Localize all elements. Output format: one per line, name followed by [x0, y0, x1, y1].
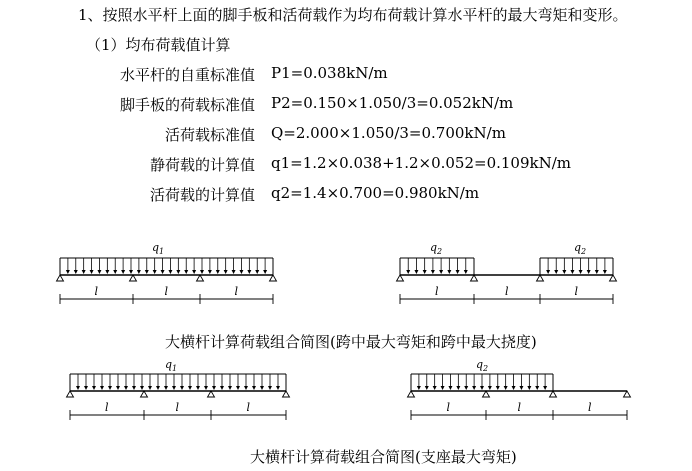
load-arrowhead [260, 386, 264, 390]
span-label: l [105, 401, 109, 414]
load-arrowhead [527, 386, 531, 390]
load-arrowhead [252, 386, 256, 390]
diagram-caption-1: 大横杆计算荷载组合简图(跨中最大弯矩和跨中最大挠度) [165, 333, 537, 351]
load-arrowhead [543, 386, 547, 390]
support-triangle [483, 391, 490, 397]
load-arrowhead [208, 270, 212, 274]
load-arrowhead [129, 270, 133, 274]
support-triangle [270, 275, 277, 281]
section-heading: 1、按照水平杆上面的脚手板和活荷载作为均布荷载计算水平杆的最大弯矩和变形。 [78, 6, 628, 24]
support-triangle [57, 275, 64, 281]
support-triangle [130, 275, 137, 281]
support-triangle [471, 275, 478, 281]
span-label: l [505, 285, 509, 298]
span-label: l [446, 401, 451, 414]
load-arrowhead [74, 270, 78, 274]
support-triangle [408, 391, 415, 397]
span-label: l [234, 285, 239, 298]
load-arrowhead [66, 270, 70, 274]
load-arrowhead [546, 270, 550, 274]
diagram-caption-2: 大横杆计算荷载组合简图(支座最大弯矩) [250, 448, 517, 466]
load-arrowhead [228, 386, 232, 390]
load-arrowhead [504, 386, 508, 390]
support-triangle [537, 275, 544, 281]
load-arrowhead [276, 386, 280, 390]
load-arrowhead [595, 270, 599, 274]
load-arrowhead [456, 270, 460, 274]
load-arrowhead [603, 270, 607, 274]
load-arrowhead [268, 386, 272, 390]
load-arrowhead [406, 270, 410, 274]
support-triangle [283, 391, 290, 397]
load-arrowhead [263, 270, 267, 274]
load-arrowhead [184, 270, 188, 274]
load-arrowhead [108, 386, 112, 390]
load-arrowhead [562, 270, 566, 274]
load-arrowhead [76, 386, 80, 390]
load-arrowhead [172, 386, 176, 390]
load-arrowhead [496, 386, 500, 390]
load-arrowhead [124, 386, 128, 390]
load-arrowhead [414, 270, 418, 274]
support-triangle [197, 275, 204, 281]
support-triangle [397, 275, 404, 281]
load-arrowhead [480, 386, 484, 390]
load-arrowhead [92, 386, 96, 390]
load-arrowhead [247, 270, 251, 274]
load-arrowhead [156, 386, 160, 390]
load-arrowhead [137, 270, 141, 274]
row-label: 水平杆的自重标准值 [119, 66, 255, 84]
load-arrowhead [255, 270, 259, 274]
load-arrowhead [216, 270, 220, 274]
load-arrowhead [472, 386, 476, 390]
load-arrowhead [239, 270, 243, 274]
load-arrowhead [113, 270, 117, 274]
load-label-q1: $q_1$ [152, 241, 165, 256]
load-arrowhead [121, 270, 125, 274]
support-triangle [67, 391, 74, 397]
span-label: l [574, 285, 579, 298]
load-arrowhead [204, 386, 208, 390]
load-arrowhead [224, 270, 228, 274]
load-arrowhead [448, 386, 452, 390]
load-arrowhead [587, 270, 591, 274]
load-arrowhead [161, 270, 165, 274]
load-label-q2: $q_2$ [430, 241, 443, 256]
load-arrowhead [148, 386, 152, 390]
load-arrowhead [236, 386, 240, 390]
load-arrowhead [200, 270, 204, 274]
load-arrowhead [82, 270, 86, 274]
load-arrowhead [232, 270, 236, 274]
load-label-q2: $q_2$ [574, 241, 587, 256]
row-value: Q=2.000×1.050/3=0.700kN/m [271, 124, 506, 142]
load-arrowhead [153, 270, 157, 274]
span-label: l [517, 401, 522, 414]
support-triangle [610, 275, 617, 281]
load-label-q1: $q_1$ [165, 358, 178, 373]
load-arrowhead [431, 270, 435, 274]
load-arrowhead [423, 270, 427, 274]
load-arrowhead [164, 386, 168, 390]
load-arrowhead [244, 386, 248, 390]
load-arrowhead [196, 386, 200, 390]
span-label: l [175, 401, 180, 414]
row-value: P2=0.150×1.050/3=0.052kN/m [271, 94, 514, 112]
load-arrowhead [100, 386, 104, 390]
support-triangle [624, 391, 631, 397]
load-arrowhead [464, 386, 468, 390]
load-arrowhead [140, 386, 144, 390]
load-label-q2: $q_2$ [476, 358, 489, 373]
load-arrowhead [90, 270, 94, 274]
load-arrowhead [570, 270, 574, 274]
load-arrowhead [132, 386, 136, 390]
load-arrowhead [212, 386, 216, 390]
row-value: q2=1.4×0.700=0.980kN/m [271, 184, 480, 202]
load-arrowhead [488, 386, 492, 390]
load-arrowhead [220, 386, 224, 390]
load-arrowhead [168, 270, 172, 274]
row-value: q1=1.2×0.038+1.2×0.052=0.109kN/m [271, 154, 572, 172]
load-arrowhead [464, 270, 468, 274]
row-label: 活荷载的计算值 [149, 186, 255, 204]
span-label: l [435, 285, 439, 298]
load-arrowhead [192, 270, 196, 274]
row-value: P1=0.038kN/m [271, 64, 388, 82]
load-arrowhead [439, 270, 443, 274]
load-arrowhead [84, 386, 88, 390]
row-label: 活荷载标准值 [164, 126, 255, 144]
span-label: l [588, 401, 592, 414]
support-triangle [208, 391, 215, 397]
support-triangle [550, 391, 557, 397]
load-arrowhead [116, 386, 120, 390]
load-arrowhead [579, 270, 583, 274]
load-arrowhead [417, 386, 421, 390]
load-arrowhead [425, 386, 429, 390]
load-arrowhead [535, 386, 539, 390]
load-arrowhead [188, 386, 192, 390]
load-arrowhead [554, 270, 558, 274]
load-arrowhead [433, 386, 437, 390]
support-triangle [141, 391, 148, 397]
load-arrowhead [145, 270, 149, 274]
load-arrowhead [176, 270, 180, 274]
span-label: l [94, 285, 99, 298]
load-arrowhead [105, 270, 109, 274]
load-arrowhead [519, 386, 523, 390]
load-arrowhead [97, 270, 101, 274]
load-arrowhead [512, 386, 516, 390]
row-label: 静荷载的计算值 [149, 156, 255, 174]
load-arrowhead [456, 386, 460, 390]
load-arrowhead [447, 270, 451, 274]
span-label: l [164, 285, 169, 298]
subsection-heading: （1）均布荷载值计算 [86, 36, 231, 54]
load-arrowhead [441, 386, 445, 390]
row-label: 脚手板的荷载标准值 [119, 96, 255, 114]
load-arrowhead [180, 386, 184, 390]
span-label: l [246, 401, 251, 414]
